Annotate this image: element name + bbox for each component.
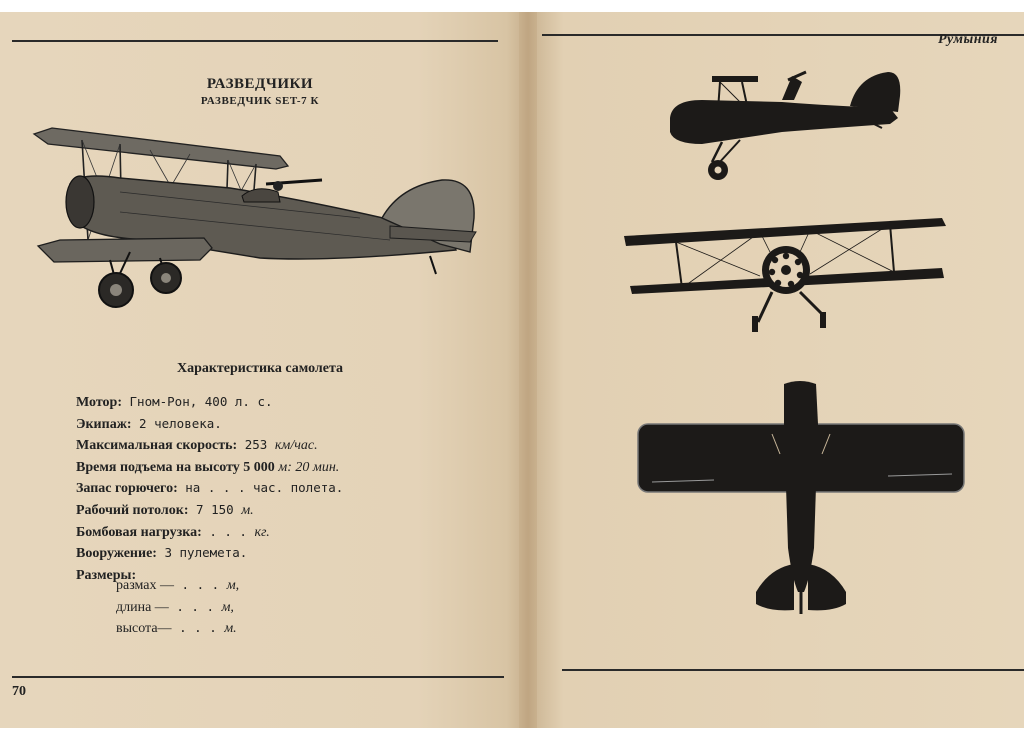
side-silhouette-icon bbox=[662, 66, 906, 186]
spec-row-engine bbox=[76, 392, 343, 414]
spec-label: Бомбовая нагрузка: bbox=[76, 524, 202, 540]
spec-value: 2 человека. bbox=[131, 415, 222, 431]
spec-row-fuel bbox=[76, 478, 343, 500]
spec-row-climb-time bbox=[76, 457, 343, 479]
spec-unit: м: 20 мин. bbox=[278, 459, 340, 475]
spec-label: Размеры: bbox=[76, 567, 137, 583]
dimension-label: высота— bbox=[116, 621, 172, 637]
dimension-unit: м. bbox=[224, 621, 237, 637]
page-number: 70 bbox=[12, 684, 26, 699]
spec-row-max-speed bbox=[76, 435, 343, 457]
spec-unit: м. bbox=[241, 502, 254, 518]
running-header: Румыния bbox=[938, 32, 998, 47]
book-gutter bbox=[519, 12, 537, 728]
dimension-value: . . . bbox=[171, 620, 225, 636]
biplane-perspective-icon bbox=[30, 122, 480, 312]
spec-row-armament bbox=[76, 543, 343, 565]
spec-unit: км/час. bbox=[274, 438, 318, 454]
dimension-value: . . . bbox=[168, 598, 222, 614]
spec-label: Время подъема на высоту 5 000 bbox=[76, 459, 279, 475]
dimension-value: . . . bbox=[174, 577, 227, 592]
aircraft-subtitle: РАЗВЕДЧИК SET-7 К bbox=[200, 95, 320, 107]
spec-value: Гном-Рон, 400 л. с. bbox=[122, 394, 273, 409]
spec-row-ceiling bbox=[76, 500, 343, 522]
bottom-rule-right bbox=[562, 669, 1024, 671]
spec-value: 7 150 bbox=[188, 501, 242, 517]
dimension-list bbox=[116, 575, 239, 640]
dimension-label: длина — bbox=[116, 599, 169, 615]
spec-row-bomb-load bbox=[76, 522, 343, 544]
dimension-row-length bbox=[116, 597, 239, 619]
front-silhouette-icon bbox=[620, 212, 950, 338]
spec-value: 253 bbox=[237, 437, 275, 453]
spec-row-crew bbox=[76, 414, 343, 436]
dimension-label: размах — bbox=[116, 578, 175, 593]
spec-label: Рабочий потолок: bbox=[76, 502, 189, 518]
spec-label: Запас горючего: bbox=[76, 481, 178, 497]
spec-list bbox=[76, 392, 343, 586]
bottom-rule-left bbox=[12, 676, 504, 678]
page-title: РАЗВЕДЧИКИ bbox=[206, 76, 314, 92]
top-rule-left bbox=[12, 40, 498, 42]
dimension-row-span bbox=[116, 575, 239, 597]
spec-value: на . . . час. полета. bbox=[177, 480, 344, 496]
top-silhouette-icon bbox=[634, 378, 968, 618]
spec-label: Мотор: bbox=[76, 395, 122, 410]
dimension-unit: м, bbox=[221, 599, 234, 615]
section-heading: Характеристика самолета bbox=[176, 361, 344, 376]
spec-label: Вооружение: bbox=[76, 546, 157, 562]
dimension-unit: м, bbox=[226, 578, 240, 593]
spec-unit: кг. bbox=[254, 524, 270, 540]
dimension-row-height bbox=[116, 618, 239, 640]
spec-label: Максимальная скорость: bbox=[76, 438, 238, 454]
spec-label: Экипаж: bbox=[76, 416, 132, 432]
spec-value: . . . bbox=[201, 523, 255, 539]
spec-value: 3 пулемета. bbox=[156, 545, 248, 561]
